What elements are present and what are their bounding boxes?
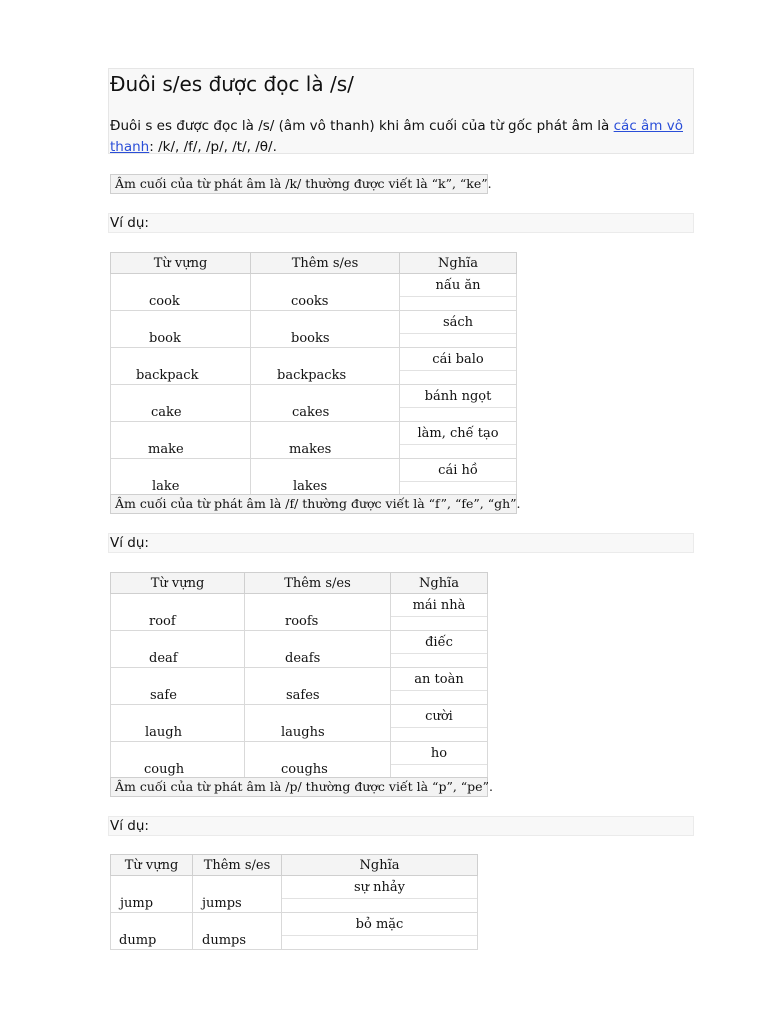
meaning-cell: [282, 876, 478, 913]
voiceless-sounds-link[interactable]: các âm vô thanh: [110, 118, 683, 155]
word-cell: roof: [111, 594, 245, 631]
meaning-text: ho: [391, 742, 487, 765]
vocab-table-p: [110, 854, 478, 950]
meaning-cell: [400, 311, 517, 348]
plural-cell: safes: [245, 668, 391, 705]
meaning-text: mái nhà: [391, 594, 487, 617]
vocab-table-k: [110, 252, 517, 496]
header-meaning: Nghĩa: [400, 253, 517, 274]
word-cell: laugh: [111, 705, 245, 742]
word-cell: dump: [111, 913, 193, 950]
word-cell: cough: [111, 742, 245, 779]
word-cell: make: [111, 422, 251, 459]
plural-cell: dumps: [193, 913, 282, 950]
intro-text: Đuôi s es được đọc là /s/ (âm vô thanh) khi âm cuối của từ gốc phát âm là: [110, 118, 614, 134]
example-bar: [108, 816, 694, 836]
plural-cell: roofs: [245, 594, 391, 631]
example-bar: [108, 533, 694, 553]
note-p: Âm cuối của từ phát âm là /p/ thường được viết là “p”, “pe”.: [110, 777, 488, 797]
meaning-cell: [391, 742, 488, 779]
word-cell: cook: [111, 274, 251, 311]
plural-cell: jumps: [193, 876, 282, 913]
table-row: [111, 385, 517, 422]
plural-cell: laughs: [245, 705, 391, 742]
meaning-cell: [400, 459, 517, 496]
header-word: Từ vựng: [111, 573, 245, 594]
header-plural: Thêm s/es: [251, 253, 400, 274]
table-row: [111, 705, 488, 742]
meaning-text: điếc: [391, 631, 487, 654]
meaning-text: cười: [391, 705, 487, 728]
table-header-row: [111, 573, 488, 594]
meaning-text: bỏ mặc: [282, 913, 477, 936]
table-row: [111, 274, 517, 311]
plural-cell: coughs: [245, 742, 391, 779]
meaning-cell: [391, 668, 488, 705]
plural-cell: makes: [251, 422, 400, 459]
vocab-table-f: [110, 572, 488, 779]
plural-cell: cakes: [251, 385, 400, 422]
meaning-cell: [282, 913, 478, 950]
meaning-text: cái balo: [400, 348, 516, 371]
note-k: Âm cuối của từ phát âm là /k/ thường được viết là “k”, “ke”.: [110, 174, 488, 194]
word-cell: jump: [111, 876, 193, 913]
plural-cell: deafs: [245, 631, 391, 668]
word-cell: book: [111, 311, 251, 348]
word-cell: deaf: [111, 631, 245, 668]
header-plural: Thêm s/es: [193, 855, 282, 876]
plural-cell: books: [251, 311, 400, 348]
header-word: Từ vựng: [111, 855, 193, 876]
meaning-text: an toàn: [391, 668, 487, 691]
table-row: [111, 913, 478, 950]
table-row: [111, 459, 517, 496]
table-row: [111, 631, 488, 668]
meaning-text: cái hồ: [400, 459, 516, 482]
meaning-text: nấu ăn: [400, 274, 516, 297]
table-row: [111, 742, 488, 779]
header-meaning: Nghĩa: [282, 855, 478, 876]
meaning-cell: [391, 705, 488, 742]
meaning-text: sự nhảy: [282, 876, 477, 899]
meaning-text: bánh ngọt: [400, 385, 516, 408]
meaning-cell: [400, 422, 517, 459]
table-row: [111, 348, 517, 385]
word-cell: lake: [111, 459, 251, 496]
meaning-text: làm, chế tạo: [400, 422, 516, 445]
example-label: Ví dụ:: [110, 535, 149, 551]
example-label: Ví dụ:: [110, 215, 149, 231]
plural-cell: backpacks: [251, 348, 400, 385]
header-meaning: Nghĩa: [391, 573, 488, 594]
note-f: Âm cuối của từ phát âm là /f/ thường được viết là “f”, “fe”, “gh”.: [110, 494, 517, 514]
page-title: Đuôi s/es được đọc là /s/: [110, 72, 354, 96]
table-header-row: [111, 855, 478, 876]
table-header-row: [111, 253, 517, 274]
plural-cell: lakes: [251, 459, 400, 496]
table-row: [111, 422, 517, 459]
meaning-cell: [400, 274, 517, 311]
table-row: [111, 594, 488, 631]
word-cell: backpack: [111, 348, 251, 385]
table-row: [111, 668, 488, 705]
example-label: Ví dụ:: [110, 818, 149, 834]
word-cell: cake: [111, 385, 251, 422]
meaning-cell: [400, 385, 517, 422]
meaning-cell: [400, 348, 517, 385]
plural-cell: cooks: [251, 274, 400, 311]
table-row: [111, 876, 478, 913]
meaning-text: sách: [400, 311, 516, 334]
table-row: [111, 311, 517, 348]
example-bar: [108, 213, 694, 233]
intro-paragraph: [110, 116, 694, 158]
meaning-cell: [391, 631, 488, 668]
header-word: Từ vựng: [111, 253, 251, 274]
word-cell: safe: [111, 668, 245, 705]
intro-text-end: : /k/, /f/, /p/, /t/, /θ/.: [149, 139, 277, 155]
meaning-cell: [391, 594, 488, 631]
header-plural: Thêm s/es: [245, 573, 391, 594]
